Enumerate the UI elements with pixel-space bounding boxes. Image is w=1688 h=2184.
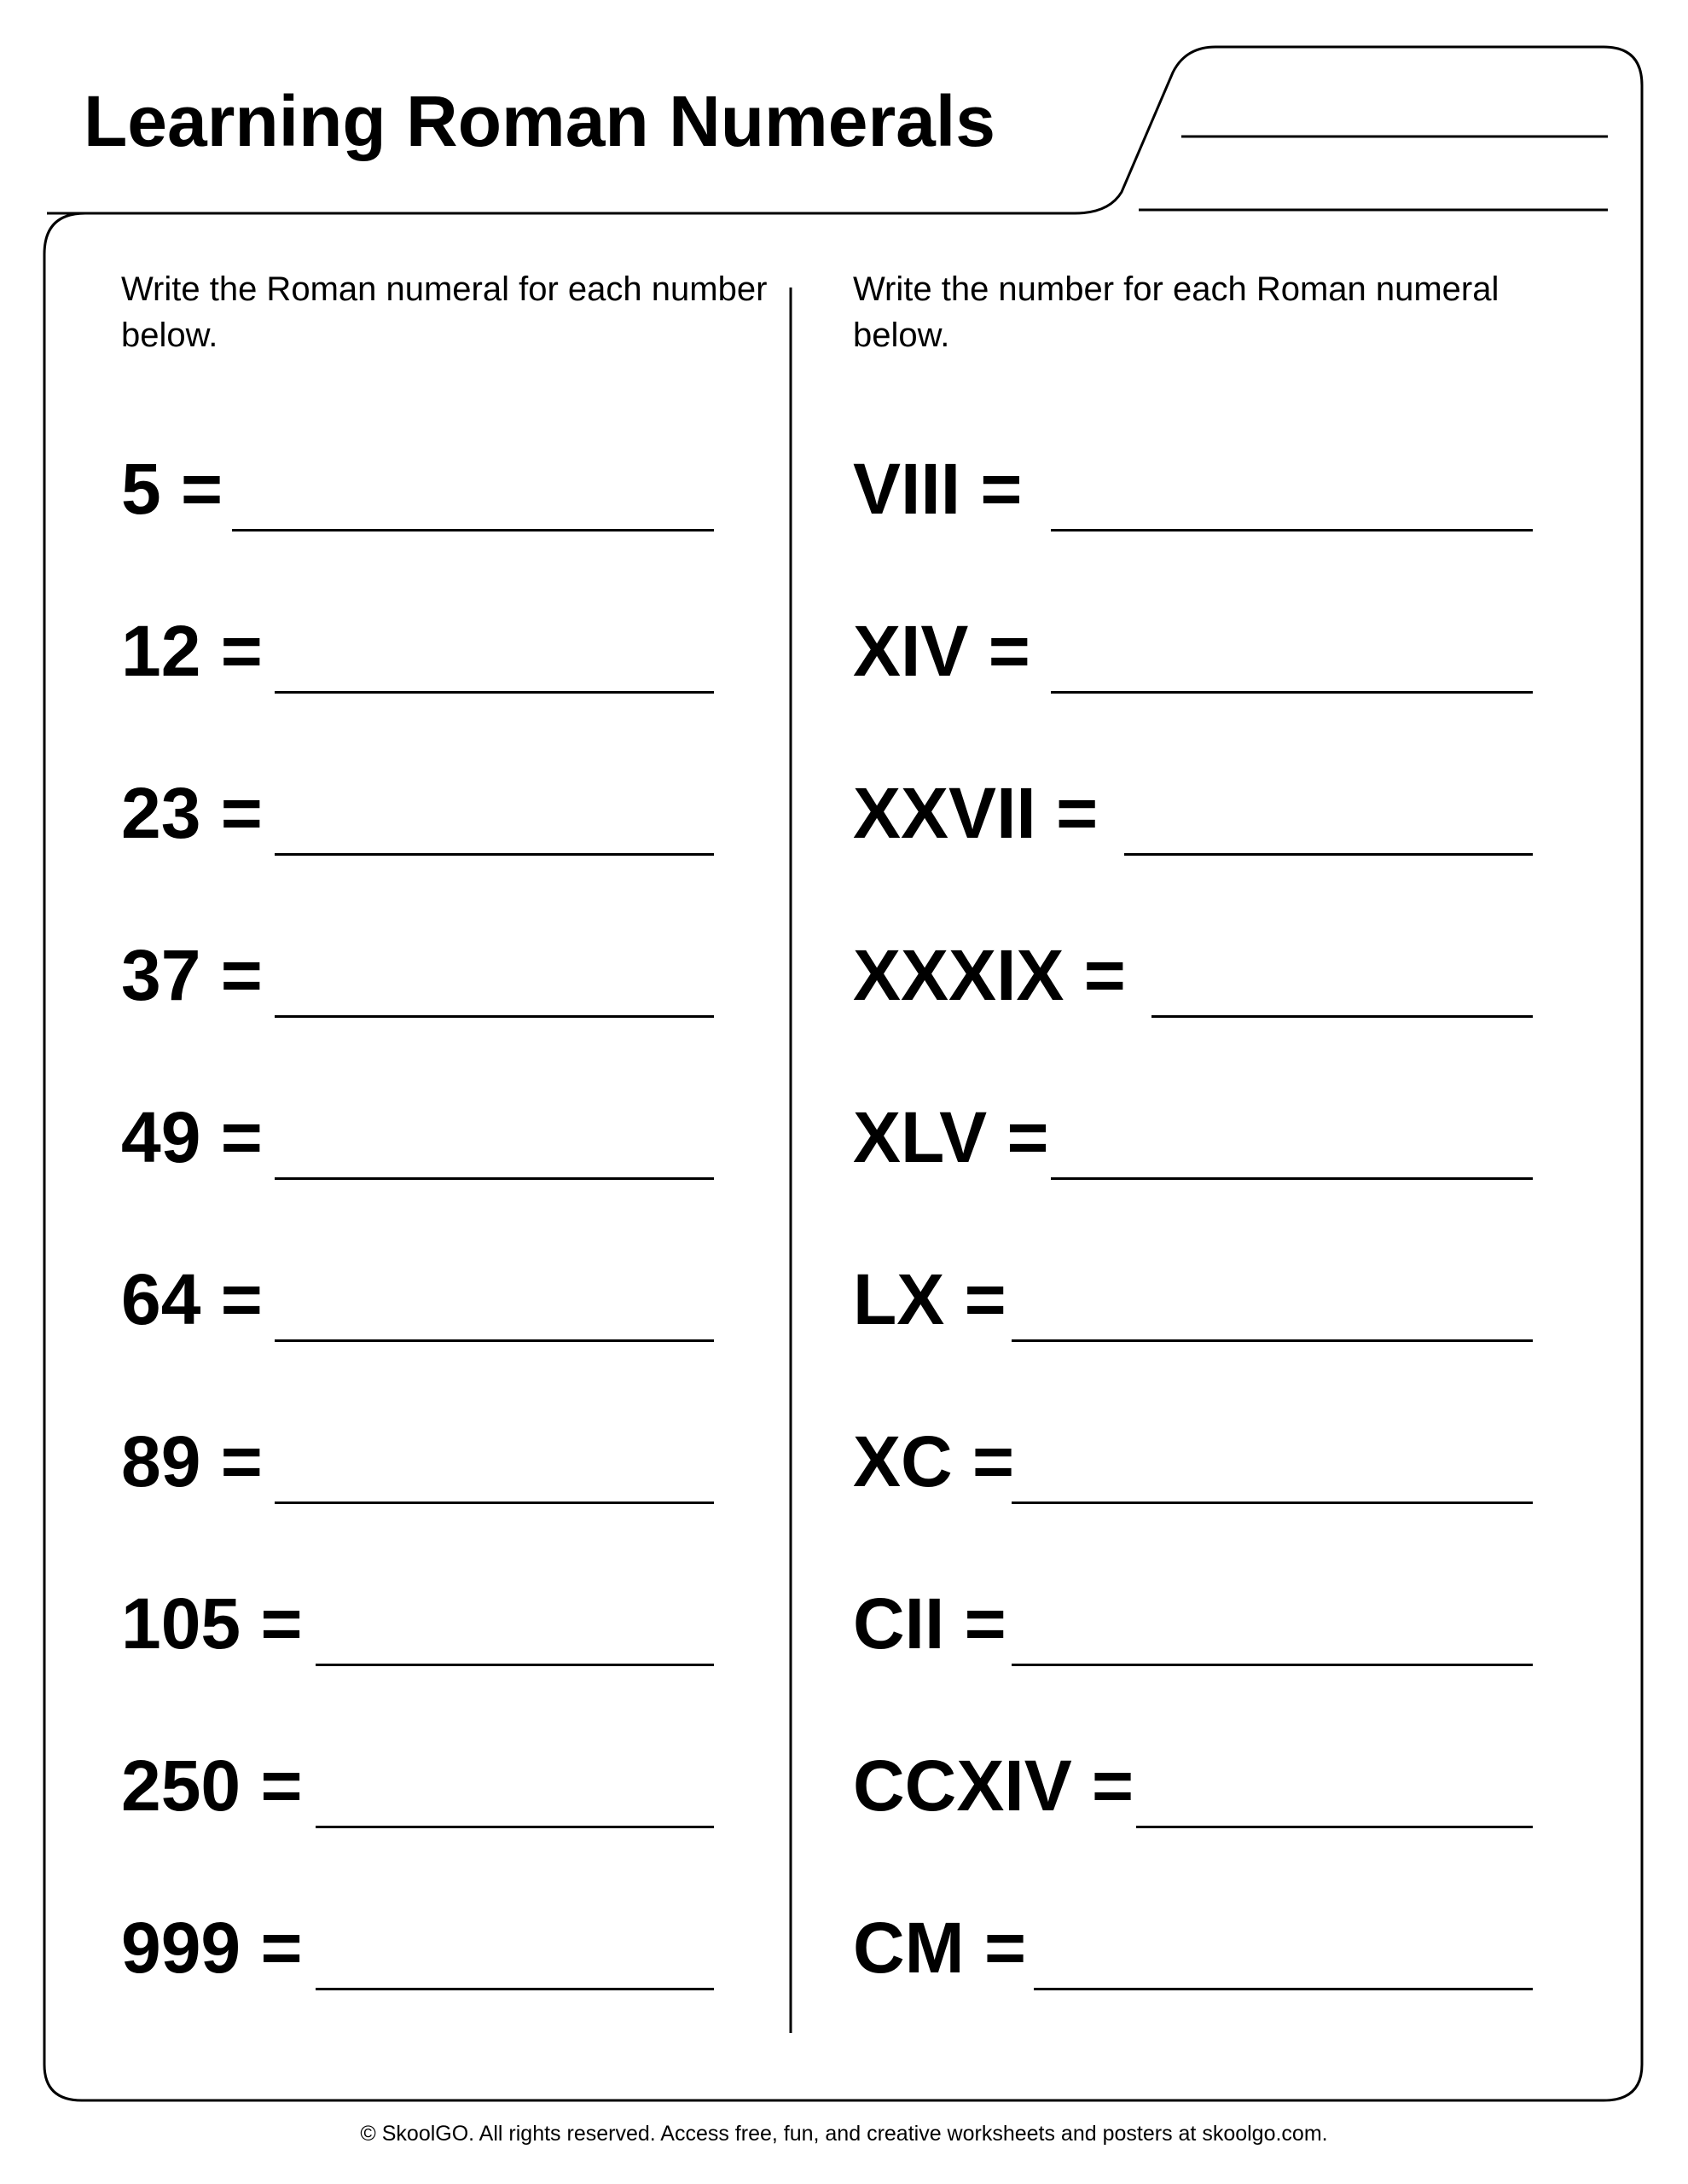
answer-line[interactable]	[275, 1339, 714, 1342]
right-question-row	[853, 932, 1533, 1018]
left-question-row	[121, 1743, 714, 1828]
left-question-row	[121, 932, 714, 1018]
question-label: 23 =	[121, 773, 263, 853]
question-label: XC =	[853, 1421, 1015, 1502]
answer-line[interactable]	[275, 1177, 714, 1180]
answer-line[interactable]	[316, 1826, 714, 1828]
right-question-row	[853, 1743, 1533, 1828]
question-label: XLV =	[853, 1097, 1049, 1177]
answer-line[interactable]	[1051, 691, 1533, 694]
right-question-row	[853, 770, 1533, 856]
right-question-row	[853, 1905, 1533, 1990]
right-question-row	[853, 1257, 1533, 1342]
answer-line[interactable]	[1012, 1664, 1533, 1666]
right-question-row	[853, 446, 1533, 531]
question-label: 37 =	[121, 935, 263, 1015]
question-label: CII =	[853, 1583, 1006, 1664]
answer-line[interactable]	[316, 1988, 714, 1990]
right-instructions: Write the number for each Roman numeral below.	[853, 270, 1499, 354]
answer-line[interactable]	[1151, 1015, 1533, 1018]
question-label: 105 =	[121, 1583, 303, 1664]
question-label: 5 =	[121, 449, 223, 529]
answer-line[interactable]	[232, 529, 714, 531]
question-label: 250 =	[121, 1745, 303, 1826]
answer-line[interactable]	[1124, 853, 1533, 856]
question-label: VIII =	[853, 449, 1023, 529]
answer-line[interactable]	[1136, 1826, 1533, 1828]
answer-line[interactable]	[275, 1502, 714, 1504]
copyright-footer: © SkoolGO. All rights reserved. Access free, fun, and creative worksheets and posters at skoolgo.com.	[360, 2122, 1328, 2146]
right-question-row	[853, 1581, 1533, 1666]
answer-line[interactable]	[1034, 1988, 1533, 1990]
question-label: 64 =	[121, 1259, 263, 1339]
question-label: CM =	[853, 1908, 1027, 1988]
page-title: Learning Roman Numerals	[84, 81, 995, 161]
answer-line[interactable]	[1012, 1502, 1533, 1504]
answer-line[interactable]	[1051, 1177, 1533, 1180]
question-label: 999 =	[121, 1908, 303, 1988]
answer-line[interactable]	[275, 853, 714, 856]
question-label: XXXIX =	[853, 935, 1126, 1015]
answer-line[interactable]	[316, 1664, 714, 1666]
right-question-row	[853, 1095, 1533, 1180]
right-question-row	[853, 608, 1533, 694]
left-question-row	[121, 1581, 714, 1666]
left-question-row	[121, 770, 714, 856]
question-label: LX =	[853, 1259, 1006, 1339]
answer-line[interactable]	[1012, 1339, 1533, 1342]
left-question-row	[121, 1095, 714, 1180]
answer-line[interactable]	[275, 691, 714, 694]
left-question-row	[121, 1419, 714, 1504]
question-label: XIV =	[853, 611, 1030, 691]
question-label: 89 =	[121, 1421, 263, 1502]
question-label: XXVII =	[853, 773, 1099, 853]
question-label: 49 =	[121, 1097, 263, 1177]
left-question-row	[121, 608, 714, 694]
answer-line[interactable]	[275, 1015, 714, 1018]
left-instructions: Write the Roman numeral for each number below.	[121, 270, 768, 354]
answer-line[interactable]	[1051, 529, 1533, 531]
question-label: CCXIV =	[853, 1745, 1134, 1826]
left-question-row	[121, 1905, 714, 1990]
left-question-row	[121, 446, 714, 531]
question-label: 12 =	[121, 611, 263, 691]
left-question-row	[121, 1257, 714, 1342]
right-question-row	[853, 1419, 1533, 1504]
